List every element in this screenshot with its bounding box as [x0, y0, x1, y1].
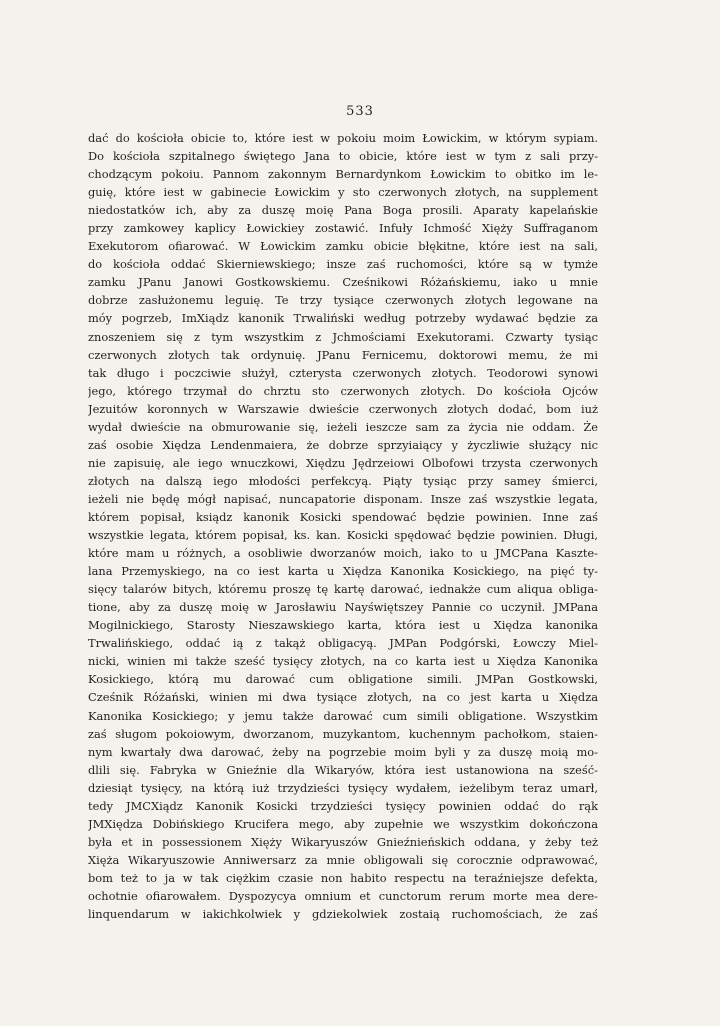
text-line: złotych na dalszą iego młodości perfekcyą. Piąty tysiąc przy samey śmierci, [88, 473, 598, 488]
text-line: dobrze zasłużonemu leguię. Te trzy tysiące czerwonych złotych legowane na [88, 293, 598, 308]
text-line: Mogilnickiego, Starosty Nieszawskiego karta, która iest u Xiędza kanonika [88, 618, 598, 633]
text-line: ochotnie ofiarowałem. Dyspozycya omnium et cunctorum rerum morte mea dere- [88, 888, 598, 903]
text-line: nie zapisuię, ale iego wnuczkowi, Xiędzu Jędrzeiowi Olbofowi trzysta czerwonych [88, 455, 598, 470]
text-line: czerwonych złotych tak ordynuię. JPanu Fernicemu, doktorowi memu, że mi [88, 347, 598, 362]
text-line: wydał dwieście na obmurowanie się, ieżeli ieszcze sam za życia nie oddam. Że [88, 419, 598, 434]
text-line: dziesiąt tysięcy, na którą iuż trzydzieści tysięcy wydałem, ieżelibym teraz umarł, [88, 780, 598, 795]
text-line: bom też to ja w tak ciężkim czasie non habito respectu na teraźniejsze defekta, [88, 870, 598, 885]
text-line: lana Przemyskiego, na co iest karta u Xiędza Kanonika Kosickiego, na pięć ty- [88, 564, 598, 579]
text-line: dać do kościoła obicie to, które iest w pokoiu moim Łowickim, w którym sypiam. [88, 131, 598, 145]
page-number: 533 [346, 104, 374, 119]
text-line: nym kwartały dwa darować, żeby na pogrzebie moim byli y za duszę moią mo- [88, 744, 598, 759]
text-line: Do kościoła szpitalnego świętego Jana to obicie, które iest w tym z sali przy- [88, 149, 598, 164]
text-line: Kosickiego, którą mu darować cum obligatione simili. JMPan Gostkowski, [88, 672, 598, 687]
text-line: tedy JMCXiądz Kanonik Kosicki trzydzieści tysięcy powinien oddać do rąk [88, 798, 598, 813]
text-line: znoszeniem się z tym wszystkim z Jchmościami Exekutorami. Czwarty tysiąc [88, 329, 598, 344]
text-line: sięcy talarów bitych, któremu proszę tę kartę darować, iednakże cum aliqua obliga- [88, 582, 598, 597]
text-line: do kościoła oddać Skierniewskiego; insze zaś ruchomości, które są w tymże [88, 257, 598, 272]
text-line: ieżeli nie będę mógł napisać, nuncapatorie disponam. Insze zaś wszystkie legata, [88, 491, 598, 506]
text-line: zamku JPanu Janowi Gostkowskiemu. Cześnikowi Różańskiemu, iako u mnie [88, 275, 598, 290]
text-line: Jezuitów koronnych w Warszawie dwieście czerwonych złotych dodać, bom iuż [88, 401, 598, 416]
text-line: zaś osobie Xiędza Lendenmaiera, że dobrze sprzyiaiący y życzliwie służący nic [88, 437, 598, 452]
text-line: dlili się. Fabryka w Gnieźnie dla Wikaryów, która iest ustanowiona na sześć- [88, 762, 598, 777]
text-line: Xięża Wikaryuszowie Anniwersarz za mnie obligowali się corocznie odprawować, [88, 852, 598, 867]
text-line: tione, aby za duszę moię w Jarosławiu Nayświętszey Pannie co uczynił. JMPana [88, 600, 598, 615]
body-text [88, 129, 598, 923]
text-line: Cześnik Różański, winien mi dwa tysiące złotych, na co jest karta u Xiędza [88, 690, 598, 705]
text-line: przy zamkowey kaplicy Łowickiey zostawić. Infuły Ichmość Xięży Suffraganom [88, 221, 598, 236]
text-line: którem popisał, ksiądz kanonik Kosicki spendować będzie powinien. Inne zaś [88, 509, 598, 524]
text-line: niedostatków ich, aby za duszę moię Pana Boga prosili. Aparaty kapelańskie [88, 203, 598, 218]
text-line: które mam u różnych, a osobliwie dworzanów moich, iako to u JMCPana Kasztе- [88, 546, 598, 561]
text-line: zaś sługom pokoiowym, dworzanom, muzykantom, kuchennym pachołkom, staien- [88, 726, 598, 741]
text-line: Exekutorom ofiarować. W Łowickim zamku obicie błękitne, które iest na sali, [88, 239, 598, 254]
text-line: chodzącym pokoiu. Pannom zakonnym Bernardynkom Łowickim to obitko im le- [88, 167, 598, 182]
text-line: guię, które iest w gabinecie Łowickim y sto czerwonych złotych, na supplement [88, 185, 598, 200]
text-line: Kanonika Kosickiego; y jemu także darować cum simili obligatione. Wszystkim [88, 708, 598, 723]
text-line: JMXiędza Dobińskiego Krucifera mego, aby zupełnie we wszystkim dokończona [88, 816, 598, 831]
text-line: wszystkie legata, którem popisał, ks. kan. Kosicki spędować będzie powinien. Długi, [88, 528, 598, 543]
text-line: jego, którego trzymał do chrztu sto czerwonych złotych. Do kościoła Ojców [88, 383, 598, 398]
text-line: Trwalińskiego, oddać ią z takąż obligacyą. JMPan Podgórski, Łowczy Miel- [88, 636, 598, 651]
text-line: linquendarum w iakichkolwiek y gdziekolwiek zostaią ruchomościach, że zaś [88, 907, 598, 922]
text-line: móy pogrzeb, ImXiądz kanonik Trwaliński według potrzeby wydawać będzie za [88, 311, 598, 326]
text-line: tak długo i poczciwie służył, czterysta czerwonych złotych. Teodorowi synowi [88, 365, 598, 380]
text-line: nicki, winien mi także sześć tysięcy złotych, na co karta iest u Xiędza Kanonika [88, 654, 598, 669]
text-line: była et in possessionem Xięży Wikaryuszów Gnieźnieńskich oddana, y żeby też [88, 834, 598, 849]
